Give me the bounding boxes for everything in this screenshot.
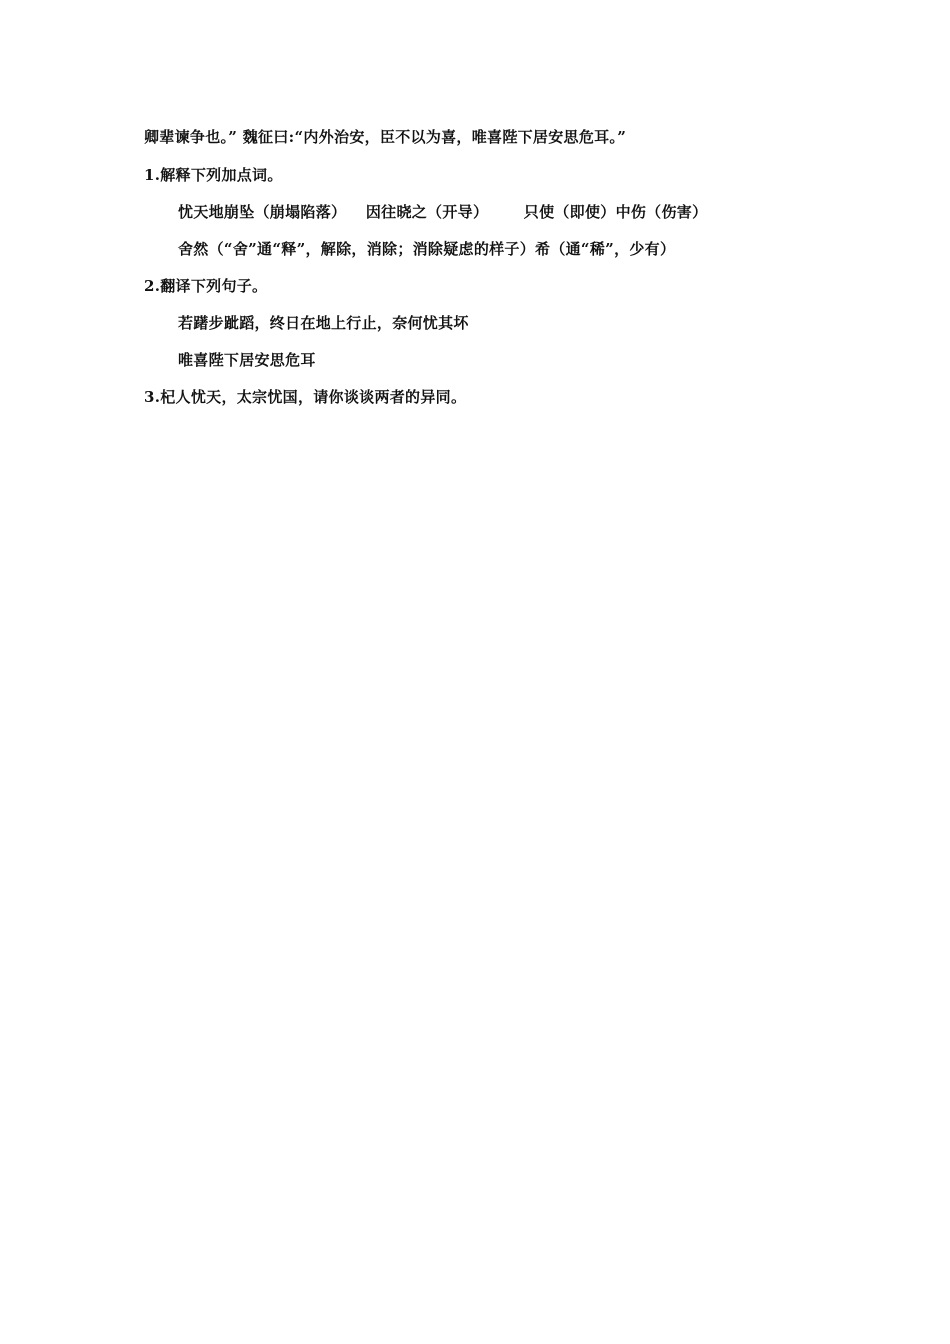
word-item-1: 忧天地崩坠（崩塌陷落）	[178, 203, 347, 221]
question-3-label: 3.杞人忧天，太宗忧国，请你谈谈两者的异同。	[144, 388, 467, 406]
question-2-sentence-1: 若躇步跐蹈，终日在地上行止，奈何忧其坏	[178, 314, 469, 332]
question-1-row-1	[178, 202, 707, 222]
word-item-3: 只使（即使）中伤（伤害）	[523, 203, 708, 221]
question-1-label: 1.解释下列加点词。	[144, 166, 283, 184]
question-1-row-2: 舍然（“舍”通“释”，解除，消除；消除疑虑的样子）希（通“稀”，少有）	[178, 240, 676, 258]
question-2-sentence-2: 唯喜陛下居安思危耳	[178, 351, 316, 369]
word-item-2: 因往晓之（开导）	[365, 203, 489, 221]
intro-line: 卿辈谏争也。” 魏征曰:“内外治安，臣不以为喜，唯喜陛下居安思危耳。”	[144, 128, 627, 146]
question-2-label: 2.翻译下列句子。	[144, 277, 268, 295]
